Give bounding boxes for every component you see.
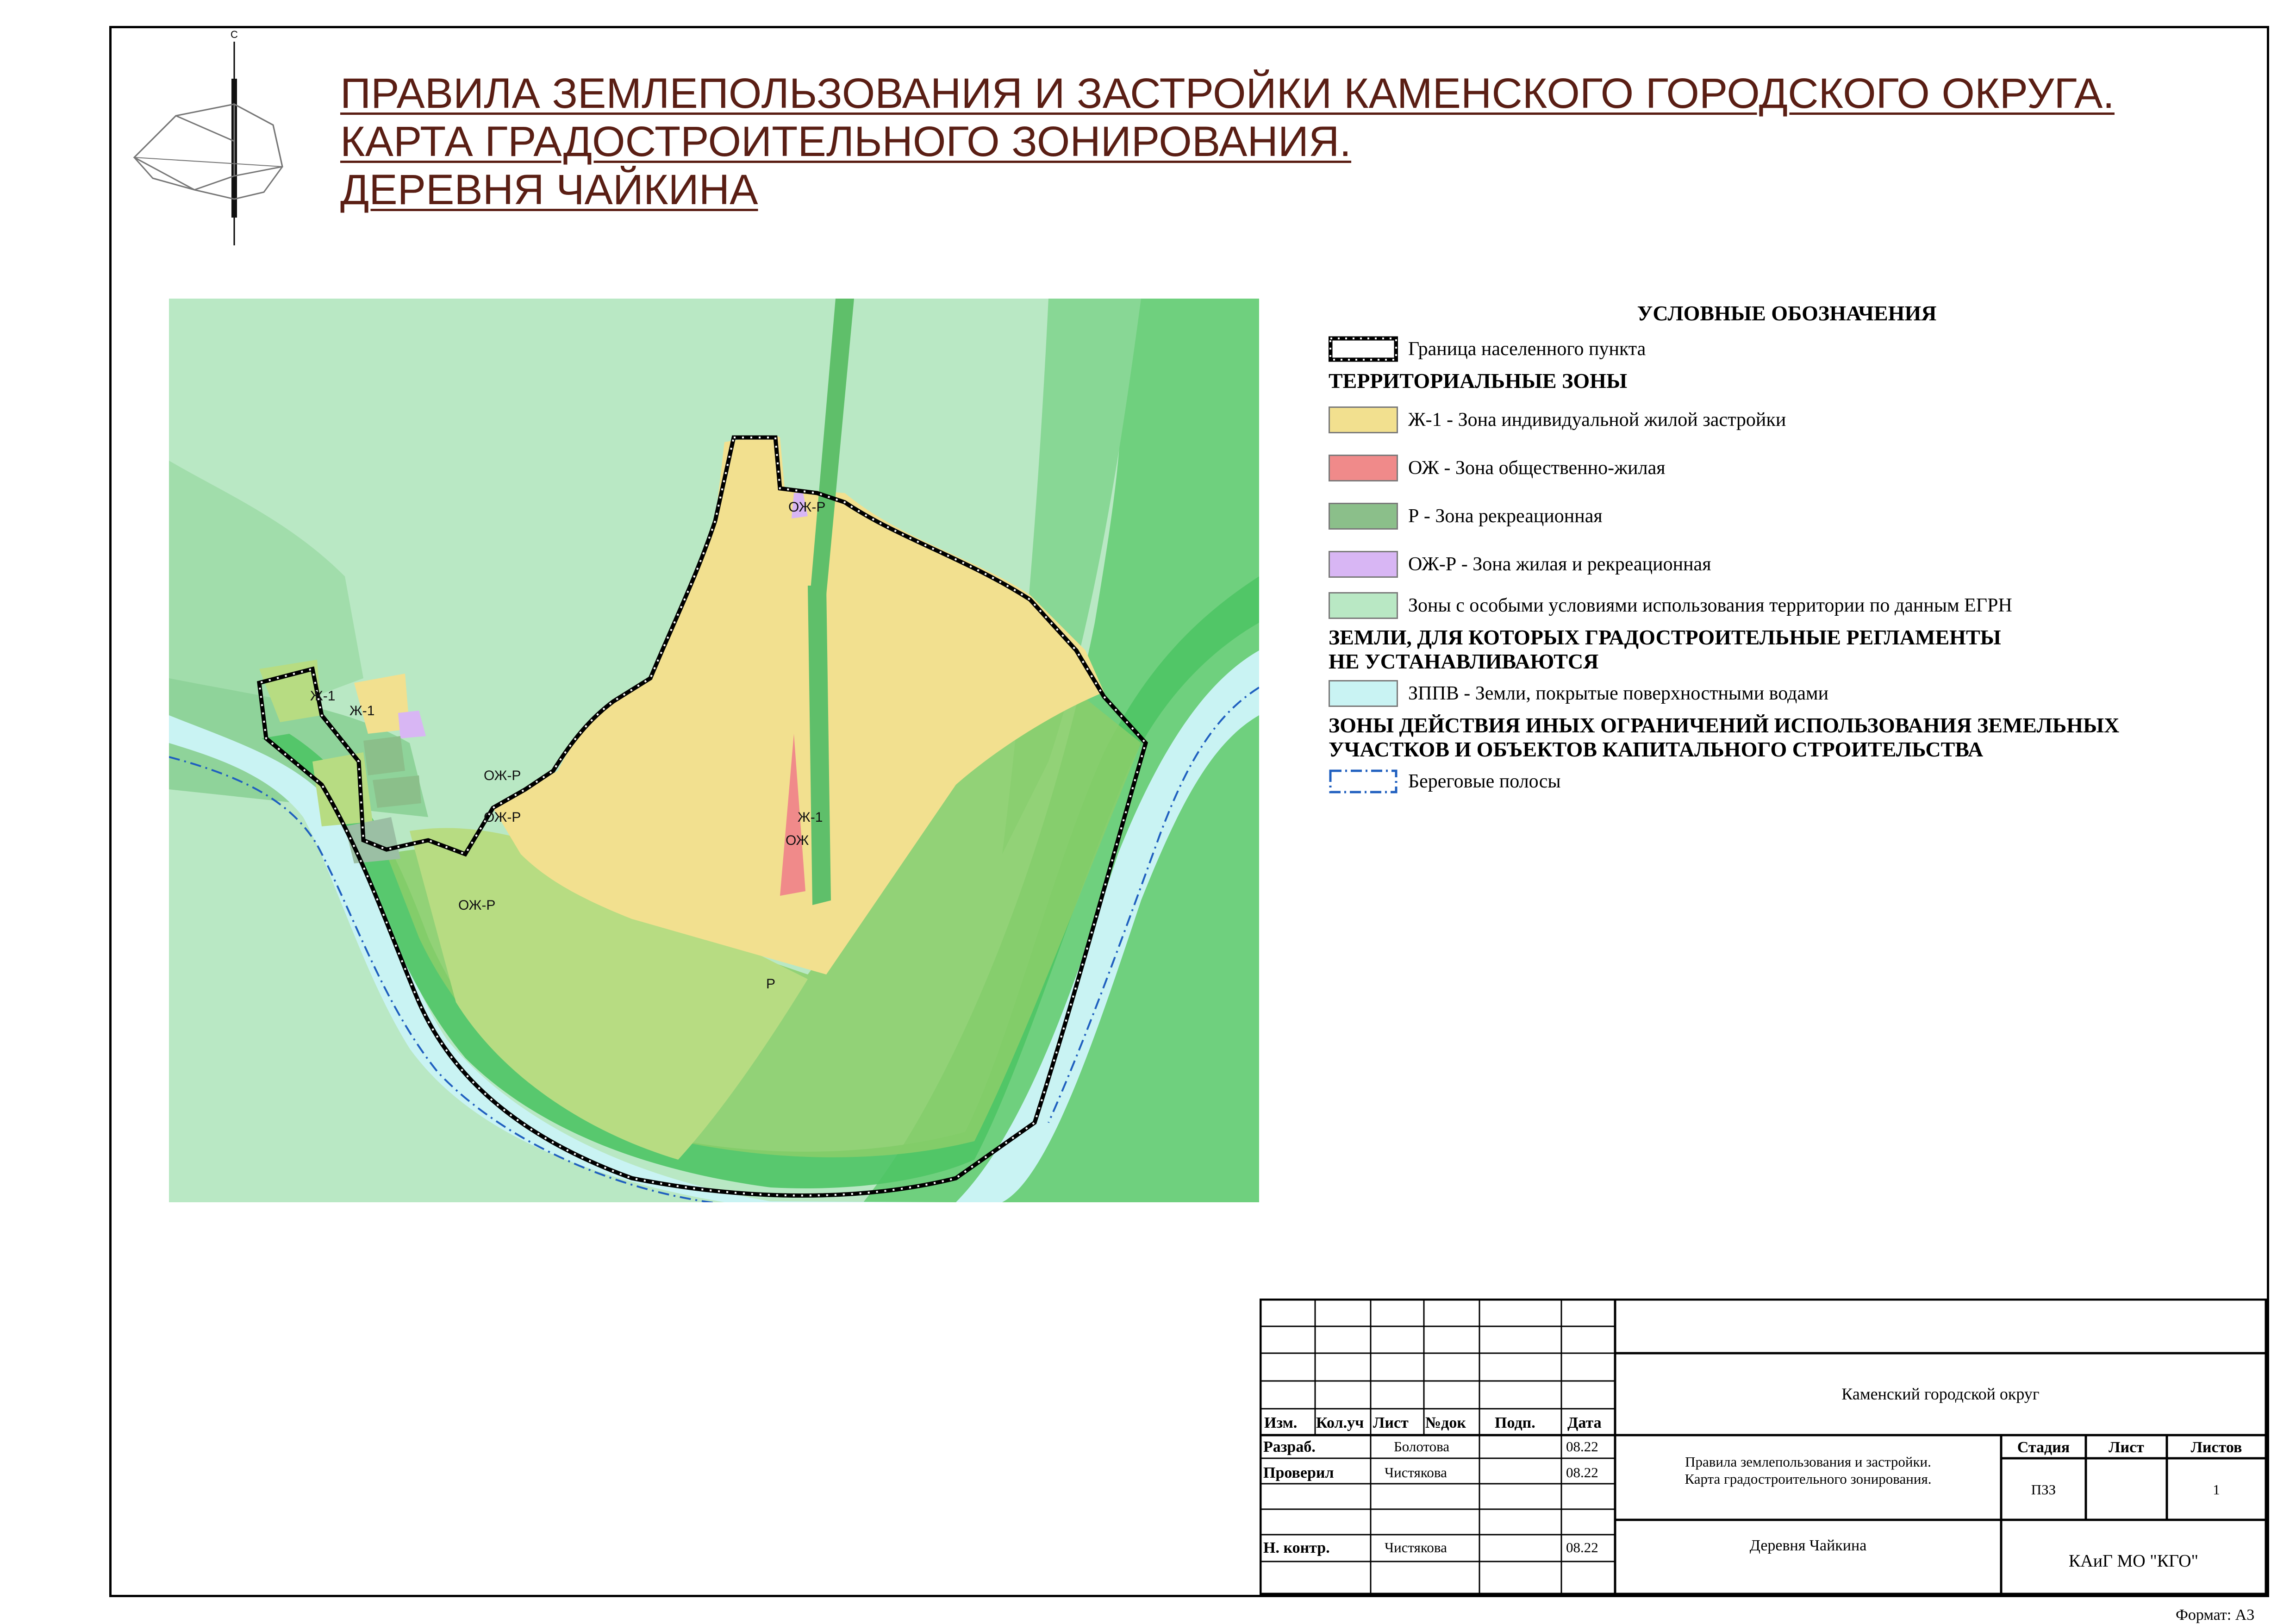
sheets-header: Листов	[2190, 1439, 2242, 1456]
format-label: Формат: А3	[2176, 1606, 2255, 1624]
water-swatch	[1329, 680, 1398, 707]
col-header-podp: Подп.	[1495, 1414, 1535, 1431]
doc-title-line-1: Правила землепользования и застройки.	[1685, 1454, 1931, 1470]
row-name: Болотова	[1394, 1438, 1450, 1455]
ozhr-swatch	[1329, 551, 1398, 578]
legend-zone-zh1	[1329, 396, 2245, 444]
title-line-2: КАРТА ГРАДОСТРОИТЕЛЬНОГО ЗОНИРОВАНИЯ.	[340, 118, 1352, 165]
title-line-1: ПРАВИЛА ЗЕМЛЕПОЛЬЗОВАНИЯ И ЗАСТРОЙКИ КАМЕНСКОГО ГОРОДСКОГО ОКРУГА.	[340, 70, 2115, 117]
legend-zone-special	[1329, 588, 2245, 623]
territorial-zones-title: ТЕРРИТОРИАЛЬНЫЕ ЗОНЫ	[1329, 369, 1628, 393]
legend-zone-r	[1329, 492, 2245, 540]
no-reglament-title	[1329, 625, 2245, 674]
title-block	[1260, 1299, 2267, 1595]
legend-zone-label: Ж-1 - Зона индивидуальной жилой застройки	[1408, 409, 1786, 431]
col-header-kolych: Кол.уч	[1316, 1414, 1364, 1431]
company-name: КАиГ МО "КГО"	[2068, 1551, 2199, 1571]
no-reglament-title-line-2: НЕ УСТАНАВЛИВАЮТСЯ	[1329, 650, 1599, 673]
legend-shore-label: Береговые полосы	[1408, 771, 1561, 792]
row-role: Разраб.	[1263, 1438, 1316, 1455]
legend-zone-ozhr	[1329, 540, 2245, 588]
map-label-zh1-main: Ж-1	[798, 810, 823, 825]
legend	[1329, 301, 2245, 799]
shore-symbol-icon	[1329, 768, 1398, 795]
legend-heading: УСЛОВНЫЕ ОБОЗНАЧЕНИЯ	[1637, 301, 1937, 325]
sheet-header: Лист	[2109, 1439, 2144, 1456]
legend-zone-label: Зоны с особыми условиями использования территории по данным ЕГРН	[1408, 595, 2012, 616]
boundary-symbol-icon	[1329, 336, 1398, 362]
other-title-line-2: УЧАСТКОВ И ОБЪЕКТОВ КАПИТАЛЬНОГО СТРОИТЕЛЬСТВА	[1329, 737, 1984, 761]
other-restrictions-title	[1329, 713, 2245, 762]
zoning-map	[169, 299, 1259, 1229]
legend-boundary-label: Граница населенного пункта	[1408, 338, 1646, 360]
map-label-r-main: Р	[766, 976, 776, 992]
map-label-ozhr-small-1: ОЖ-Р	[484, 768, 521, 783]
title-line-3: ДЕРЕВНЯ ЧАЙКИНА	[340, 166, 758, 213]
col-header-izm: Изм.	[1264, 1414, 1298, 1431]
map-label-ozhr-small-3: ОЖ-Р	[458, 898, 496, 913]
map-label-zh1-small: Ж-1	[349, 703, 375, 718]
row-date: 08.22	[1566, 1438, 1598, 1455]
map-title	[340, 69, 2192, 214]
map-label-ozhr-small-2: ОЖ-Р	[484, 810, 521, 825]
row-role: Проверил	[1263, 1464, 1334, 1481]
stage-header: Стадия	[2017, 1439, 2070, 1456]
legend-zone-label: Р - Зона рекреационная	[1408, 506, 1603, 527]
row-name: Чистякова	[1385, 1539, 1447, 1555]
legend-zone-label: ОЖ - Зона общественно-жилая	[1408, 457, 1666, 479]
special-swatch	[1329, 592, 1398, 619]
row-role: Н. контр.	[1263, 1539, 1330, 1556]
legend-zone-ozh	[1329, 444, 2245, 492]
col-header-list: Лист	[1373, 1414, 1409, 1431]
other-title-line-1: ЗОНЫ ДЕЙСТВИЯ ИНЫХ ОГРАНИЧЕНИЙ ИСПОЛЬЗОВАНИЯ ЗЕМЕЛЬНЫХ	[1329, 713, 2120, 737]
ozhr-parcel-3	[373, 775, 421, 808]
r-swatch	[1329, 503, 1398, 530]
no-reglament-title-line-1: ЗЕМЛИ, ДЛЯ КОТОРЫХ ГРАДОСТРОИТЕЛЬНЫЕ РЕГЛАМЕНТЫ	[1329, 625, 2001, 649]
ozh-swatch	[1329, 455, 1398, 481]
legend-boundary-row	[1329, 332, 2245, 366]
map-label-ozh-main: ОЖ	[786, 833, 809, 848]
north-label: С	[231, 29, 238, 40]
row-name: Чистякова	[1385, 1464, 1447, 1480]
legend-water-label: ЗППВ - Земли, покрытые поверхностными водами	[1408, 683, 1829, 704]
legend-shore	[1329, 764, 2245, 799]
doc-title-line-2: Карта градостроительного зонирования.	[1685, 1471, 1932, 1487]
org-name: Каменский городской округ	[1841, 1385, 2040, 1403]
map-label-ozhr-top: ОЖ-Р	[788, 500, 826, 515]
row-date: 08.22	[1566, 1539, 1598, 1555]
map-label-zh1-west: Ж-1	[310, 688, 336, 704]
place-name: Деревня Чайкина	[1749, 1537, 1867, 1554]
sheets-value: 1	[2213, 1481, 2220, 1498]
north-arrow-icon	[125, 28, 292, 250]
col-header-ndok: №док	[1425, 1414, 1466, 1431]
row-date: 08.22	[1566, 1464, 1598, 1480]
stage-value: ПЗЗ	[2031, 1481, 2056, 1498]
zh1-swatch	[1329, 406, 1398, 433]
ozhr-parcel-2	[363, 736, 405, 775]
legend-water	[1329, 676, 2245, 711]
legend-zone-label: ОЖ-Р - Зона жилая и рекреационная	[1408, 554, 1711, 575]
col-header-date: Дата	[1567, 1414, 1602, 1431]
